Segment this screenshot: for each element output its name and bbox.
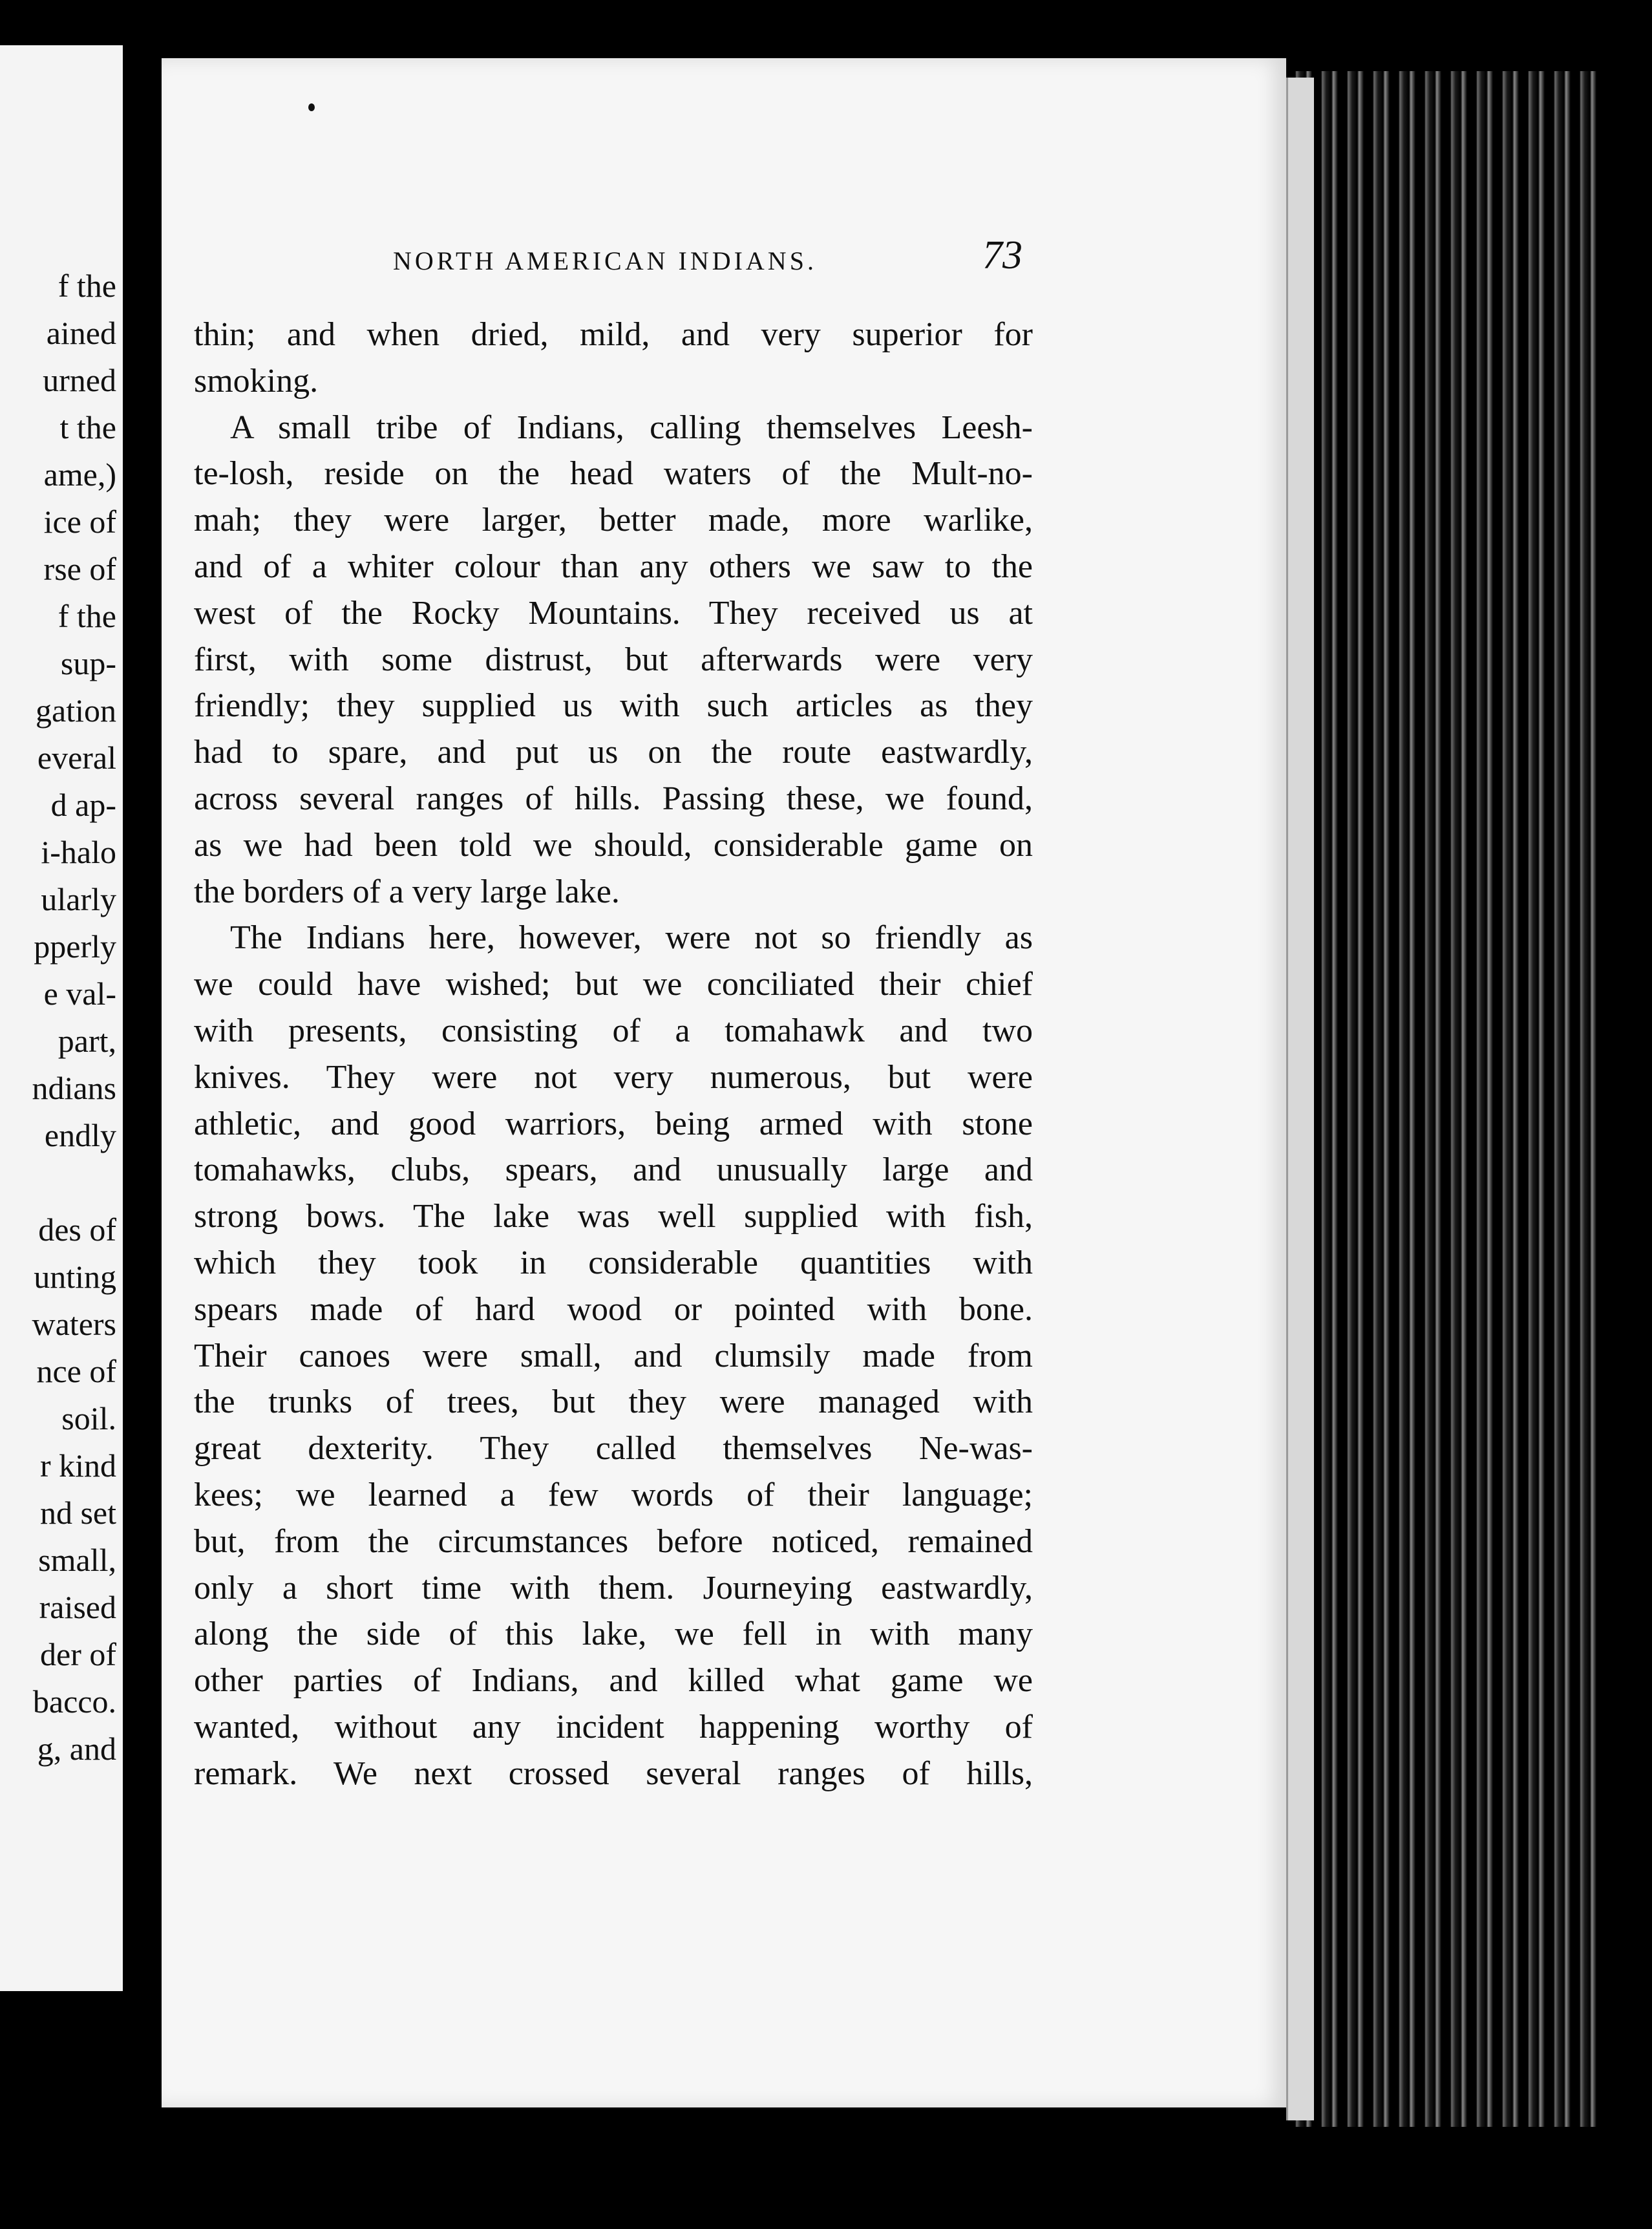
text-line: with presents, consisting of a tomahawk and two	[194, 1012, 1033, 1049]
left-page-line: nd set	[39, 1495, 116, 1531]
left-page-line: nce of	[36, 1353, 116, 1389]
text-line: across several ranges of hills. Passing these, we found,	[194, 780, 1033, 817]
text-line: wanted, without any incident happening worthy of	[194, 1708, 1033, 1745]
left-page-line: part,	[58, 1023, 116, 1059]
text-line: but, from the circumstances before noticed, remained	[194, 1522, 1033, 1560]
left-page-line: ained	[46, 315, 116, 351]
left-page-line: unting	[34, 1259, 116, 1295]
left-page-line: bacco.	[32, 1683, 116, 1720]
text-line: thin; and when dried, mild, and very superior for	[194, 316, 1033, 353]
text-line: te-losh, reside on the head waters of the Mult-no-	[194, 455, 1033, 493]
text-line: knives. They were not very numerous, but were	[194, 1058, 1033, 1096]
text-line: the trunks of trees, but they were managed with	[194, 1383, 1033, 1421]
left-page-line: endly	[44, 1117, 116, 1153]
text-line: which they took in considerable quantities with	[194, 1244, 1033, 1281]
left-page-line: gation	[36, 692, 116, 729]
text-line: we could have wished; but we conciliated their chief	[194, 966, 1033, 1003]
left-page-line: d ap-	[50, 787, 116, 823]
text-line: as we had been told we should, considerable game on	[194, 826, 1033, 864]
left-page-line: t the	[59, 409, 116, 445]
text-line: strong bows. The lake was well supplied with fish,	[194, 1198, 1033, 1235]
text-line: along the side of this lake, we fell in with many	[194, 1616, 1033, 1653]
page-edge-strip	[1286, 78, 1314, 2120]
page-number: 73	[982, 233, 1022, 277]
ink-mark	[308, 103, 315, 111]
left-facing-page	[0, 45, 123, 1991]
left-page-line: small,	[38, 1542, 116, 1578]
text-line: mah; they were larger, better made, more warlike,	[194, 502, 1033, 539]
left-page-line: r kind	[39, 1447, 116, 1484]
left-page-line: pperly	[34, 928, 116, 965]
text-line: other parties of Indians, and killed what game we	[194, 1662, 1033, 1700]
left-page-line: urned	[43, 362, 116, 398]
left-page-line: ice of	[43, 504, 116, 540]
left-page-line: ularly	[41, 881, 116, 917]
left-page-line: sup-	[60, 645, 116, 681]
text-line: The Indians here, however, were not so friendly as	[230, 919, 1033, 957]
text-line: the borders of a very large lake.	[194, 873, 620, 910]
text-line: kees; we learned a few words of their language;	[194, 1476, 1033, 1513]
left-page-line: f the	[58, 598, 116, 634]
text-line: friendly; they supplied us with such articles as they	[194, 687, 1033, 725]
left-page-line: f the	[58, 268, 116, 304]
text-line: remark. We next crossed several ranges of hills,	[194, 1754, 1033, 1792]
text-line: Their canoes were small, and clumsily made from	[194, 1337, 1033, 1374]
text-line: tomahawks, clubs, spears, and unusually large and	[194, 1151, 1033, 1189]
page-edges	[1286, 71, 1596, 2127]
left-page-line: soil.	[61, 1400, 116, 1436]
left-page-line: ame,)	[43, 456, 116, 493]
text-line: athletic, and good warriors, being armed with stone	[194, 1105, 1033, 1142]
text-line: only a short time with them. Journeying eastwardly,	[194, 1569, 1033, 1606]
left-page-line: der of	[40, 1636, 116, 1672]
left-page-line: everal	[37, 740, 116, 776]
text-line: spears made of hard wood or pointed with bone.	[194, 1290, 1033, 1328]
text-line: first, with some distrust, but afterwards were very	[194, 641, 1033, 678]
left-page-line: rse of	[43, 551, 116, 587]
text-line: had to spare, and put us on the route eastwardly,	[194, 734, 1033, 771]
left-page-line: raised	[39, 1589, 116, 1625]
left-page-line: g, and	[37, 1731, 116, 1767]
left-page-line: ndians	[32, 1070, 116, 1106]
text-line: great dexterity. They called themselves Ne-was-	[194, 1430, 1033, 1467]
text-line: west of the Rocky Mountains. They received us at	[194, 594, 1033, 632]
body-text	[194, 312, 1033, 1797]
left-page-line: e val-	[43, 976, 116, 1012]
left-page-line: des of	[38, 1211, 116, 1248]
text-line: and of a whiter colour than any others we saw to the	[194, 548, 1033, 585]
book-gutter	[123, 0, 162, 2229]
running-header: NORTH AMERICAN INDIANS.	[393, 246, 817, 275]
text-line: smoking.	[194, 362, 319, 400]
left-page-line: i-halo	[41, 834, 116, 870]
left-page-line: waters	[32, 1306, 116, 1342]
text-line: A small tribe of Indians, calling themselves Leesh-	[230, 409, 1033, 446]
